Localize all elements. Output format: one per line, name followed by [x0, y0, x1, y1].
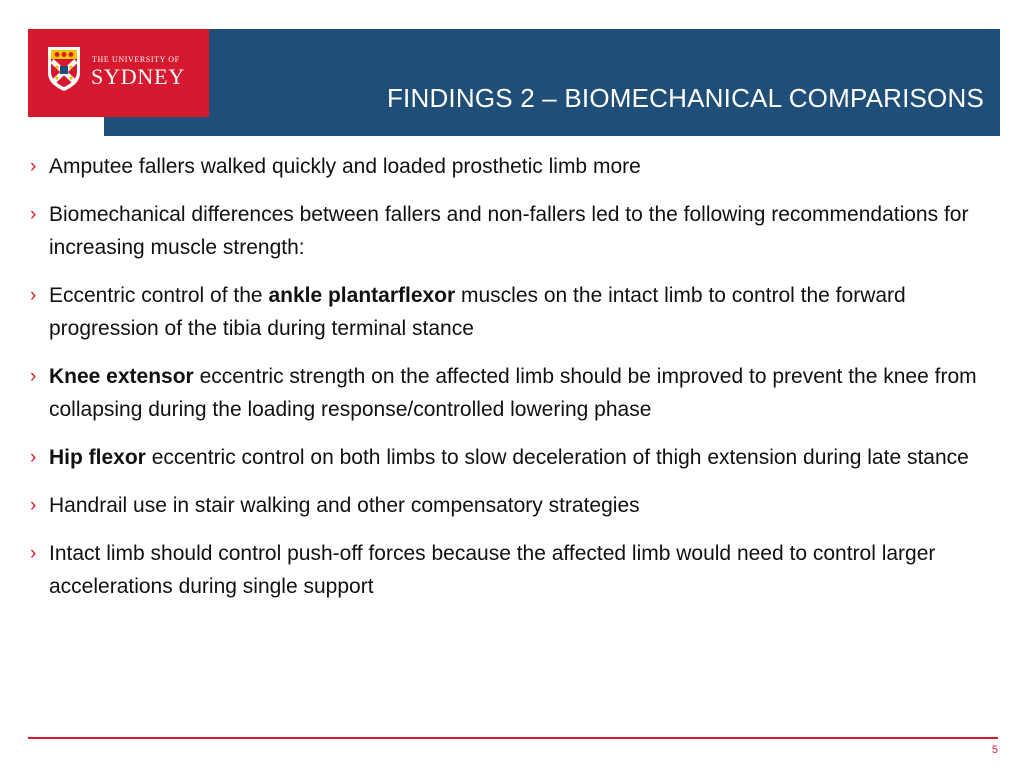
bullet-text: muscles on the intact limb to control the forward progression of the tibia during terminal stance	[49, 284, 906, 340]
header-bar	[104, 29, 1000, 136]
bullet-item	[30, 198, 995, 264]
chevron-right-icon: ›	[30, 495, 37, 516]
bullet-emphasis: Knee extensor	[49, 365, 194, 388]
bullet-text: eccentric control on both limbs to slow deceleration of thigh extension during late stance	[145, 446, 969, 469]
chevron-right-icon: ›	[30, 447, 37, 468]
bullet-item	[30, 441, 995, 474]
bullet-item	[30, 150, 995, 183]
bullet-text: eccentric strength on the affected limb should be improved to prevent the knee from collapsing during the loading response/controlled lowering phase	[49, 365, 977, 421]
chevron-right-icon: ›	[30, 285, 37, 306]
bullet-text: Eccentric control of the	[49, 284, 269, 307]
chevron-right-icon: ›	[30, 156, 37, 177]
bullet-list	[30, 150, 995, 618]
chevron-right-icon: ›	[30, 543, 37, 564]
bullet-item	[30, 537, 995, 603]
chevron-right-icon: ›	[30, 204, 37, 225]
bullet-text: Amputee fallers walked quickly and loaded prosthetic limb more	[49, 155, 641, 178]
crest-icon	[46, 45, 82, 93]
university-logo	[28, 29, 209, 117]
bullet-item	[30, 360, 995, 426]
bullet-emphasis: Hip flexor	[49, 446, 146, 469]
bullet-item	[30, 279, 995, 345]
bullet-text: Intact limb should control push-off forces because the affected limb would need to control larger accelerations during single support	[49, 542, 936, 598]
logo-sydney: SYDNEY	[91, 64, 186, 89]
footer-divider	[28, 737, 998, 739]
chevron-right-icon: ›	[30, 366, 37, 387]
bullet-emphasis: ankle plantarflexor	[268, 284, 456, 307]
page-number: 5	[991, 744, 998, 756]
bullet-item	[30, 489, 995, 522]
slide-title: FINDINGS 2 – BIOMECHANICAL COMPARISONS	[386, 83, 984, 113]
bullet-text: Biomechanical differences between fallers and non-fallers led to the following recommendations for increasing muscle strength:	[49, 203, 969, 259]
logo-university-of: THE UNIVERSITY OF	[92, 55, 180, 64]
bullet-text: Handrail use in stair walking and other compensatory strategies	[49, 494, 640, 517]
